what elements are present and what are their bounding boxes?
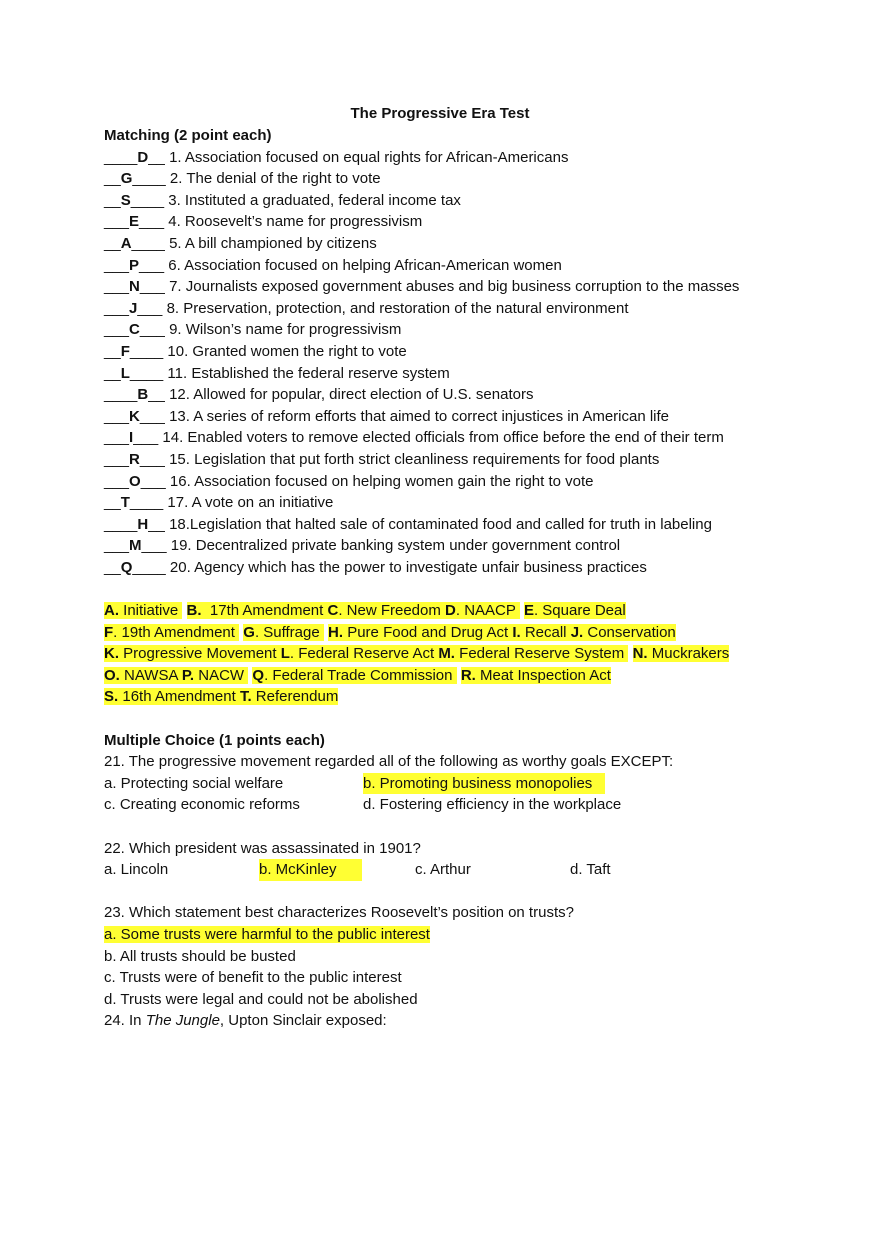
matching-item	[104, 406, 804, 428]
question-23: 23. Which statement best characterizes Roosevelt’s position on trusts?	[104, 904, 574, 922]
spacer	[104, 881, 804, 903]
q21-option-b: b. Promoting business monopolies	[363, 773, 605, 795]
word-bank-letter: K.	[104, 645, 119, 663]
word-bank-line	[104, 686, 804, 708]
q22-row	[104, 859, 804, 881]
answer-blank-post: ____	[131, 234, 170, 252]
matching-item	[104, 319, 804, 341]
word-bank-term: NAWSA	[119, 666, 182, 684]
word-bank-term: Federal Reserve System	[454, 645, 629, 663]
answer-letter: O	[129, 472, 141, 490]
word-bank-term: . New Freedom	[338, 602, 446, 620]
word-bank-letter: J.	[570, 623, 584, 641]
test-page	[104, 103, 804, 1032]
matching-item	[104, 255, 804, 277]
word-bank-letter: Q	[252, 666, 265, 684]
answer-letter: F	[120, 342, 130, 360]
word-bank-term: Recall	[520, 623, 571, 641]
q21-option-c: c. Creating economic reforms	[104, 796, 300, 814]
spacer	[104, 578, 804, 600]
answer-letter: H	[137, 515, 149, 533]
word-bank-line	[104, 643, 804, 665]
q23-option-c: c. Trusts were of benefit to the public interest	[104, 969, 402, 987]
answer-blank-pre: __	[104, 170, 121, 188]
word-bank-term: 16th Amendment	[118, 688, 240, 706]
answer-blank-post: ___	[133, 429, 163, 447]
matching-item-text: 8. Preservation, protection, and restoration of the natural environment	[166, 299, 629, 317]
answer-blank-pre: __	[104, 234, 121, 252]
word-bank-letter: L	[280, 645, 290, 663]
word-bank-term: Initiative	[119, 602, 183, 620]
word-bank-term: Conservation	[583, 623, 676, 641]
q23-option-b: b. All trusts should be busted	[104, 947, 296, 965]
word-bank-letter: G	[243, 623, 255, 641]
answer-blank-post: ____	[129, 494, 168, 512]
matching-item-text: 13. A series of reform efforts that aimed to correct injustices in American life	[169, 407, 670, 425]
answer-blank-pre: ___	[104, 407, 130, 425]
matching-item-text: 15. Legislation that put forth strict cleanliness requirements for food plants	[169, 450, 660, 468]
answer-letter: S	[120, 191, 131, 209]
answer-blank-post: ___	[139, 321, 170, 339]
matching-item	[104, 535, 804, 557]
answer-blank-pre: __	[104, 558, 121, 576]
answer-blank-post: ___	[139, 256, 169, 274]
answer-letter: J	[129, 299, 138, 317]
matching-item-text: 19. Decentralized private banking system under government control	[170, 537, 621, 555]
matching-item-text: 6. Association focused on helping African-American women	[168, 256, 562, 274]
word-bank-letter: C	[327, 602, 339, 620]
matching-item-text: 2. The denial of the right to vote	[169, 170, 381, 188]
word-bank-letter: O.	[104, 666, 120, 684]
word-bank-letter: H.	[328, 623, 344, 641]
word-bank-letter: P.	[181, 666, 195, 684]
answer-blank-post: ____	[129, 342, 168, 360]
matching-item	[104, 276, 804, 298]
matching-list	[104, 147, 804, 579]
q21-option-d: d. Fostering efficiency in the workplace	[363, 796, 622, 814]
word-bank-letter: B.	[186, 602, 202, 620]
answer-blank-pre: __	[104, 342, 121, 360]
answer-blank-pre: ___	[104, 213, 130, 231]
word-bank-letter: D	[445, 602, 456, 620]
q24-prefix: 24. In	[104, 1012, 146, 1030]
word-bank-letter: S.	[104, 688, 119, 706]
answer-blank-pre: ___	[104, 256, 130, 274]
answer-letter: E	[129, 213, 140, 231]
matching-item	[104, 557, 804, 579]
matching-item-text: 9. Wilson’s name for progressivism	[169, 321, 402, 339]
word-bank-term: . Square Deal	[533, 602, 626, 620]
matching-item	[104, 471, 804, 493]
answer-blank-pre: ___	[104, 321, 130, 339]
q23-option-d: d. Trusts were legal and could not be abolished	[104, 990, 418, 1008]
answer-blank-pre: ____	[104, 515, 138, 533]
answer-blank-pre: __	[104, 191, 121, 209]
matching-item	[104, 190, 804, 212]
question-21: 21. The progressive movement regarded all of the following as worthy goals EXCEPT:	[104, 753, 674, 771]
answer-blank-post: __	[148, 515, 170, 533]
matching-item	[104, 384, 804, 406]
word-bank-letter: N.	[632, 645, 648, 663]
matching-item-text: 16. Association focused on helping women gain the right to vote	[169, 472, 594, 490]
word-bank	[104, 600, 804, 708]
answer-blank-post: ___	[139, 278, 170, 296]
matching-item	[104, 427, 804, 449]
multiple-choice-heading: Multiple Choice (1 points each)	[104, 731, 325, 749]
q23-option-a-line	[104, 924, 804, 946]
word-bank-line	[104, 600, 804, 622]
word-bank-letter: M.	[438, 645, 455, 663]
matching-item	[104, 514, 804, 536]
answer-letter: A	[120, 234, 132, 252]
answer-blank-post: __	[148, 386, 170, 404]
matching-item	[104, 298, 804, 320]
matching-item	[104, 492, 804, 514]
answer-letter: D	[137, 148, 149, 166]
answer-blank-post: ___	[140, 472, 170, 490]
answer-blank-pre: ___	[104, 450, 130, 468]
matching-item	[104, 449, 804, 471]
matching-item-text: 20. Agency which has the power to investigate unfair business practices	[169, 558, 647, 576]
answer-blank-pre: ___	[104, 299, 130, 317]
answer-blank-pre: ___	[104, 278, 130, 296]
word-bank-term: . Federal Trade Commission	[264, 666, 457, 684]
word-bank-letter: F	[104, 623, 114, 641]
q23-option-a: a. Some trusts were harmful to the public interest	[104, 925, 430, 943]
q21-row-1	[104, 773, 804, 795]
answer-letter: C	[129, 321, 140, 339]
matching-item-text: 17. A vote on an initiative	[167, 494, 334, 512]
word-bank-separator	[182, 602, 186, 619]
matching-item-text: 4. Roosevelt’s name for progressivism	[168, 213, 423, 231]
answer-blank-post: ___	[137, 299, 167, 317]
word-bank-term: . 19th Amendment	[113, 623, 240, 641]
q22-option-a: a. Lincoln	[104, 861, 169, 879]
answer-blank-post: ___	[141, 537, 171, 555]
word-bank-letter: T.	[239, 688, 252, 706]
word-bank-letter: E	[523, 602, 534, 620]
matching-item-text: 11. Established the federal reserve system	[167, 364, 450, 382]
word-bank-term: . NAACP	[455, 602, 520, 620]
word-bank-term: . Suffrage	[254, 623, 324, 641]
q22-option-b: b. McKinley	[259, 859, 362, 881]
q24-book-title: The Jungle	[145, 1012, 220, 1030]
answer-blank-pre: ___	[104, 429, 130, 447]
matching-item	[104, 147, 804, 169]
page-title: The Progressive Era Test	[350, 105, 530, 122]
matching-item	[104, 233, 804, 255]
word-bank-letter: A.	[104, 602, 119, 620]
answer-blank-post: ___	[139, 450, 170, 468]
word-bank-term: Muckrakers	[647, 645, 730, 663]
question-22: 22. Which president was assassinated in 1901?	[104, 839, 421, 857]
answer-blank-pre: ____	[104, 148, 138, 166]
answer-blank-post: ____	[132, 558, 170, 576]
answer-blank-pre: ___	[104, 472, 130, 490]
spacer	[104, 708, 804, 730]
matching-item-text: 1. Association focused on equal rights for African-Americans	[169, 148, 569, 166]
answer-letter: G	[120, 170, 133, 188]
word-bank-letter: I.	[512, 623, 521, 641]
answer-letter: I	[129, 429, 134, 447]
answer-blank-pre: ___	[104, 537, 130, 555]
matching-item-text: 5. A bill championed by citizens	[169, 234, 377, 252]
matching-item	[104, 168, 804, 190]
matching-item-text: 18.Legislation that halted sale of contaminated food and called for truth in labeling	[169, 515, 712, 533]
answer-blank-post: ____	[129, 364, 168, 382]
word-bank-term: Referendum	[251, 688, 339, 706]
answer-blank-pre: __	[104, 364, 121, 382]
matching-item	[104, 341, 804, 363]
word-bank-term: . Federal Reserve Act	[289, 645, 439, 663]
word-bank-term: Pure Food and Drug Act	[343, 623, 513, 641]
answer-letter: P	[129, 256, 140, 274]
matching-item	[104, 211, 804, 233]
word-bank-letter: R.	[460, 666, 476, 684]
word-bank-term: NACW	[194, 666, 249, 684]
answer-letter: B	[137, 386, 149, 404]
answer-blank-pre: ____	[104, 386, 138, 404]
matching-item-text: 14. Enabled voters to remove elected officials from office before the end of their term	[162, 429, 724, 447]
answer-letter: M	[129, 537, 142, 555]
answer-letter: R	[129, 450, 140, 468]
answer-letter: Q	[120, 558, 133, 576]
answer-letter: L	[120, 364, 130, 382]
answer-blank-post: __	[148, 148, 170, 166]
answer-blank-post: ____	[130, 191, 169, 209]
spacer	[104, 816, 804, 838]
word-bank-line	[104, 665, 804, 687]
answer-blank-pre: __	[104, 494, 121, 512]
answer-blank-post: ____	[132, 170, 170, 188]
matching-item-text: 3. Instituted a graduated, federal income tax	[168, 191, 461, 209]
matching-heading: Matching (2 point each)	[104, 127, 272, 144]
matching-item-text: 10. Granted women the right to vote	[167, 342, 407, 360]
answer-letter: N	[129, 278, 140, 296]
matching-item	[104, 363, 804, 385]
answer-letter: K	[129, 407, 140, 425]
q21-option-a: a. Protecting social welfare	[104, 774, 284, 792]
q22-option-d: d. Taft	[570, 861, 611, 879]
matching-item-text: 7. Journalists exposed government abuses and big business corruption to the masses	[169, 278, 740, 296]
question-24	[104, 1010, 804, 1032]
answer-letter: T	[120, 494, 130, 512]
matching-item-text: 12. Allowed for popular, direct election of U.S. senators	[169, 386, 534, 404]
q24-suffix: , Upton Sinclair exposed:	[219, 1012, 387, 1030]
q21-row-2	[104, 794, 804, 816]
q22-option-c: c. Arthur	[415, 861, 471, 879]
word-bank-line	[104, 622, 804, 644]
word-bank-term: Progressive Movement	[119, 645, 281, 663]
word-bank-separator	[628, 645, 632, 662]
answer-blank-post: ___	[139, 213, 169, 231]
word-bank-term: Meat Inspection Act	[475, 666, 611, 684]
word-bank-term: 17th Amendment	[201, 602, 328, 620]
answer-blank-post: ___	[139, 407, 170, 425]
